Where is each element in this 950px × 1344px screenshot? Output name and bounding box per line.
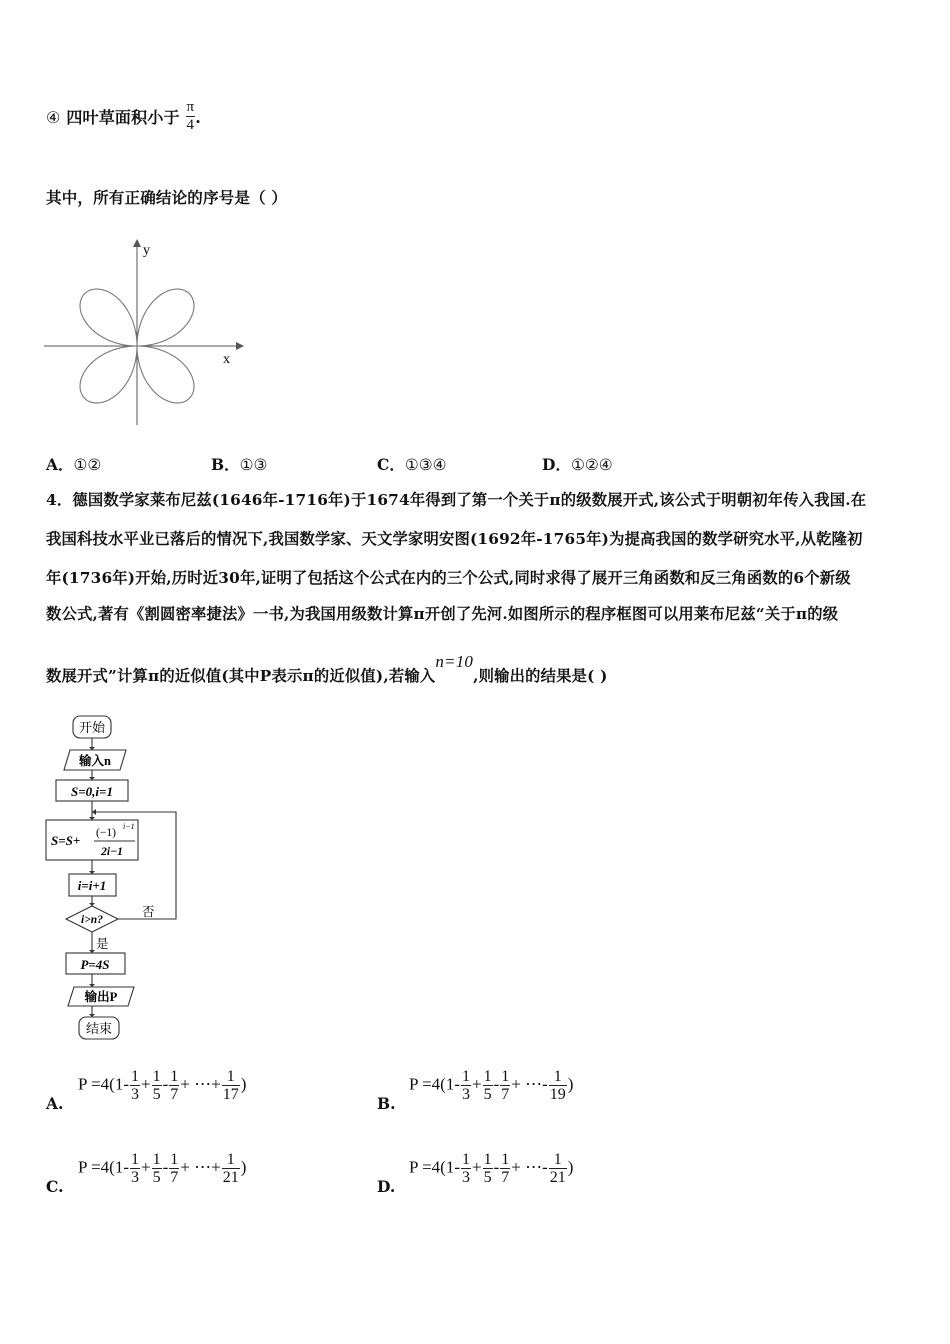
- q4-line-4: 数公式,著有《割圆密率捷法》一书,为我国用级数计算π开创了先河.如图所示的程序框图可以用莱布尼兹“关于π的级: [46, 605, 839, 623]
- operator: +: [471, 1157, 482, 1177]
- item-marker: ④: [46, 108, 61, 127]
- frac-denominator: 3: [461, 1086, 470, 1103]
- fraction: [222, 1151, 240, 1186]
- input-label: 输入n: [79, 754, 111, 768]
- frac-denominator: 5: [483, 1169, 492, 1186]
- frac-denominator: 5: [152, 1169, 161, 1186]
- frac-numerator: 1: [222, 1151, 240, 1169]
- frac-denominator: 3: [130, 1169, 139, 1186]
- option-value: ①③: [239, 456, 268, 474]
- frac-numerator: 1: [461, 1068, 470, 1085]
- q4-option-d-label: D.: [377, 1177, 396, 1196]
- frac-denominator: 5: [152, 1086, 161, 1103]
- update-exponent: i−1: [123, 822, 135, 831]
- operator: + ⋯-: [511, 1074, 548, 1094]
- operator: + ⋯-: [511, 1157, 548, 1177]
- frac-numerator: 1: [152, 1068, 161, 1085]
- item-text: 四叶草面积小于: [66, 108, 180, 127]
- fraction: [169, 1068, 179, 1103]
- frac-numerator: 1: [170, 1068, 179, 1085]
- x-axis-label: x: [223, 352, 230, 367]
- output-label: 输出P: [84, 990, 118, 1004]
- fraction: [500, 1151, 510, 1186]
- update-prefix: S=S+: [51, 833, 81, 848]
- fraction: [549, 1068, 567, 1103]
- y-axis-arrow: [133, 239, 141, 247]
- frac-numerator: 1: [549, 1068, 567, 1086]
- update-denominator: 2i−1: [101, 846, 123, 858]
- x-axis-arrow: [236, 342, 244, 350]
- operator: + ⋯+: [180, 1074, 221, 1094]
- q4-option-b[interactable]: [409, 1068, 573, 1103]
- no-label: 否: [142, 905, 155, 919]
- q4-option-d[interactable]: [409, 1151, 573, 1186]
- frac-denominator: 21: [549, 1169, 566, 1186]
- q4-line-1: 4．德国数学家莱布尼兹(1646年-1716年)于1674年得到了第一个关于π的级数展开式,该公式于明朝初年传入我国.在: [46, 491, 867, 509]
- fraction: [169, 1151, 179, 1186]
- frac-denominator: 7: [170, 1086, 179, 1103]
- option-label: C．: [377, 455, 405, 474]
- q4-option-c[interactable]: [78, 1151, 246, 1186]
- q4-line-2: 我国科技水平业已落后的情况下,我国数学家、天文学家明安图(1692年-1765年)为提高我国的数学研究水平,从乾隆初: [46, 530, 863, 548]
- option-label: D．: [542, 455, 571, 474]
- q4-line-5-after: ,则输出的结果是( ): [473, 667, 608, 685]
- frac-numerator: 1: [501, 1151, 510, 1168]
- frac-denominator: 19: [549, 1086, 566, 1103]
- frac-denominator: 5: [483, 1086, 492, 1103]
- option-label: A．: [46, 455, 74, 474]
- frac-numerator: π: [186, 99, 195, 115]
- fraction: [130, 1068, 140, 1103]
- formula-suffix: ): [567, 1157, 574, 1177]
- frac-denominator: 17: [222, 1086, 239, 1103]
- start-label: 开始: [78, 720, 106, 735]
- assign-label: P=4S: [80, 957, 110, 972]
- frac-numerator: 1: [483, 1151, 492, 1168]
- init-label: S=0,i=1: [71, 784, 113, 799]
- operator: +: [471, 1074, 482, 1094]
- operator: -: [162, 1157, 169, 1177]
- n-input-value: n=10: [435, 652, 474, 671]
- fraction: [152, 1151, 162, 1186]
- frac-numerator: 1: [483, 1068, 492, 1085]
- option-value: ①②④: [570, 456, 613, 474]
- formula-prefix: P =4(1-: [409, 1157, 460, 1177]
- four-leaf-clover-figure: [40, 235, 250, 430]
- end-label: 结束: [85, 1021, 113, 1036]
- frac-denominator: 7: [170, 1169, 179, 1186]
- q4-line-5: [46, 652, 608, 686]
- fraction: [483, 1151, 493, 1186]
- frac-numerator: 1: [130, 1068, 139, 1085]
- frac-denominator: 4: [186, 117, 195, 133]
- option-value: ①③④: [404, 456, 447, 474]
- item-4-statement: [46, 99, 202, 134]
- frac-denominator: 21: [222, 1169, 239, 1186]
- update-numerator: (−1): [96, 827, 116, 839]
- frac-denominator: 7: [501, 1169, 510, 1186]
- q4-option-c-label: C.: [46, 1177, 64, 1196]
- formula-suffix: ): [240, 1157, 247, 1177]
- formula-suffix: ): [567, 1074, 574, 1094]
- q4-line-3: 年(1736年)开始,历时近30年,证明了包括这个公式在内的三个公式,同时求得了展开三角函数和反三角函数的6个新级: [46, 569, 851, 587]
- yes-label: 是: [96, 937, 109, 951]
- condition-label: i>n?: [81, 914, 103, 926]
- fraction: [152, 1068, 162, 1103]
- formula-suffix: ): [240, 1074, 247, 1094]
- frac-numerator: 1: [549, 1151, 567, 1169]
- formula-prefix: P =4(1-: [409, 1074, 460, 1094]
- formula-prefix: P =4(1-: [78, 1074, 129, 1094]
- frac-numerator: 1: [170, 1151, 179, 1168]
- q4-option-b-label: B.: [377, 1094, 396, 1113]
- fraction: [222, 1068, 240, 1103]
- option-value: ①②: [73, 456, 102, 474]
- q3-option-d[interactable]: [542, 453, 613, 475]
- period: .: [195, 108, 202, 127]
- operator: +: [140, 1074, 151, 1094]
- q3-question: 其中，所有正确结论的序号是（ ）: [46, 188, 288, 207]
- frac-numerator: 1: [501, 1068, 510, 1085]
- increment-label: i=i+1: [77, 878, 107, 893]
- q4-line-5-before: 数展开式”计算π的近似值(其中P表示π的近似值),若输入: [46, 667, 436, 685]
- q3-option-b[interactable]: [211, 453, 267, 475]
- formula-prefix: P =4(1-: [78, 1157, 129, 1177]
- operator: + ⋯+: [180, 1157, 221, 1177]
- q4-option-a[interactable]: [78, 1068, 246, 1103]
- frac-denominator: 7: [501, 1086, 510, 1103]
- option-label: B．: [211, 455, 240, 474]
- frac-numerator: 1: [461, 1151, 470, 1168]
- q3-option-c[interactable]: [377, 453, 447, 475]
- fraction: [130, 1151, 140, 1186]
- fraction: [500, 1068, 510, 1103]
- fraction: [483, 1068, 493, 1103]
- frac-numerator: 1: [152, 1151, 161, 1168]
- operator: -: [493, 1157, 500, 1177]
- frac-denominator: 3: [461, 1169, 470, 1186]
- fraction: [461, 1068, 471, 1103]
- pi-over-4: [186, 99, 196, 134]
- q4-option-a-label: A.: [46, 1094, 64, 1113]
- frac-numerator: 1: [130, 1151, 139, 1168]
- frac-denominator: 3: [130, 1086, 139, 1103]
- fraction: [461, 1151, 471, 1186]
- fraction: [549, 1151, 567, 1186]
- operator: +: [140, 1157, 151, 1177]
- operator: -: [493, 1074, 500, 1094]
- q3-option-a[interactable]: [46, 453, 101, 475]
- frac-numerator: 1: [222, 1068, 240, 1086]
- y-axis-label: y: [143, 243, 150, 258]
- operator: -: [162, 1074, 169, 1094]
- program-flowchart: [40, 712, 200, 1044]
